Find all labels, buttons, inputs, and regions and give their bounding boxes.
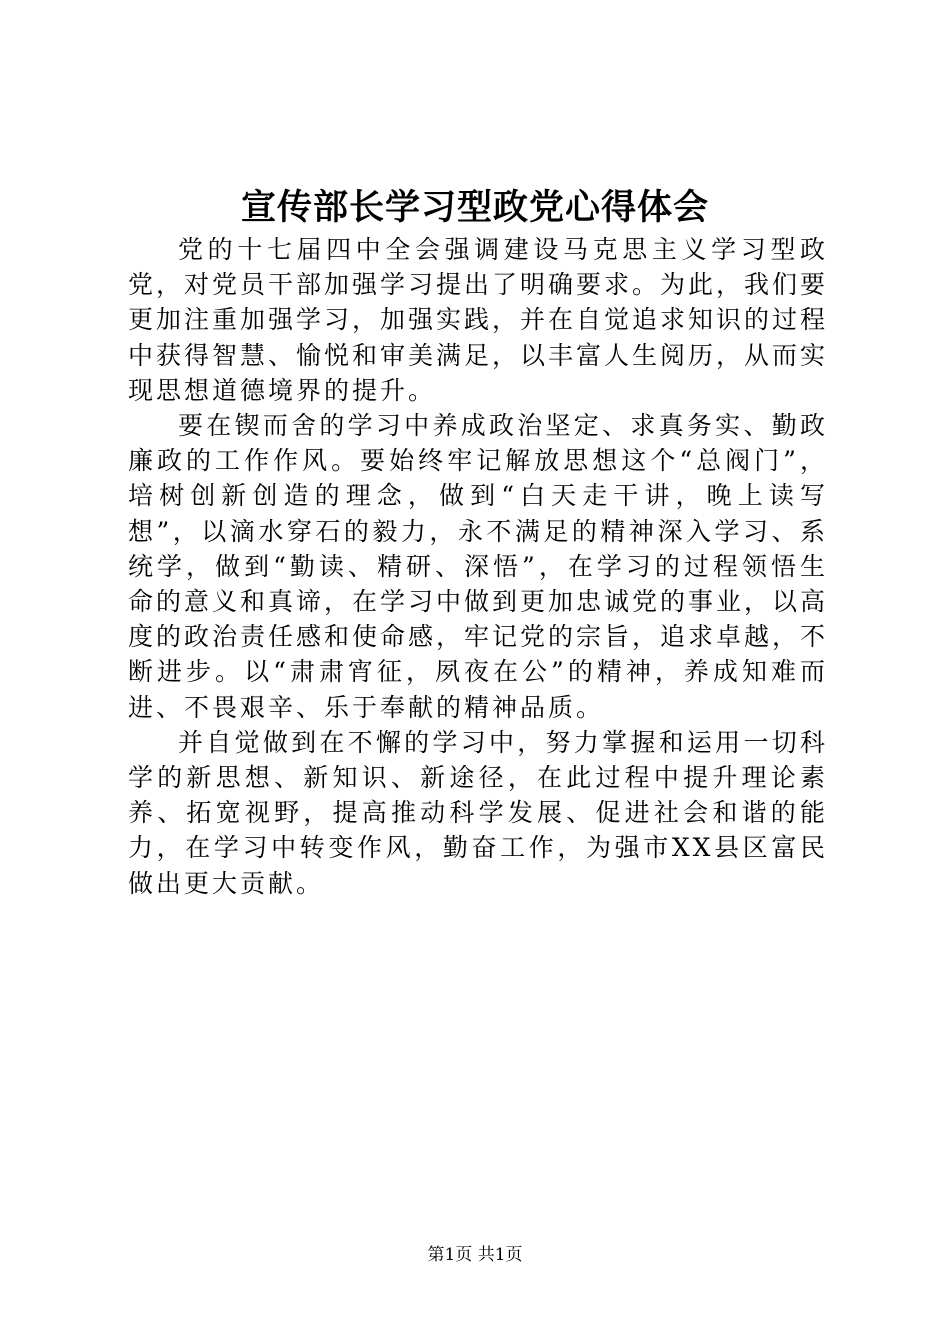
body-paragraph-1: 党的十七届四中全会强调建设马克思主义学习型政党，对党员干部加强学习提出了明确要求。为此，我们要更加注重加强学习，加强实践，并在自觉追求知识的过程中获得智慧、愉悦和审美满足，以丰富人生阅历，从而实现思想道德境界的提升。 bbox=[128, 235, 829, 405]
document-title: 宣传部长学习型政党心得体会 bbox=[240, 187, 709, 228]
body-paragraph-2: 要在锲而舍的学习中养成政治坚定、求真务实、勤政廉政的工作作风。要始终牢记解放思想这个“总阀门”，培树创新创造的理念，做到“白天走干讲，晚上读写想”，以滴水穿石的毅力，永不满足的精神深入学习、系统学，做到“勤读、精研、深悟”，在学习的过程领悟生命的意义和真谛，在学习中做到更加忠诚党的事业，以高度的政治责任感和使命感，牢记党的宗旨，追求卓越，不断进步。以“肃肃宵征，夙夜在公”的精神，养成知难而进、不畏艰辛、乐于奉献的精神品质。 bbox=[128, 411, 829, 722]
page-number-footer: 第1页 共1页 bbox=[427, 1245, 523, 1265]
document-body bbox=[128, 232, 828, 901]
body-paragraph-3: 并自觉做到在不懈的学习中，努力掌握和运用一切科学的新思想、新知识、新途径，在此过程中提升理论素养、拓宽视野，提高推动科学发展、促进社会和谐的能力，在学习中转变作风，勤奋工作，为强市XX县区富民做出更大贡献。 bbox=[128, 727, 828, 898]
